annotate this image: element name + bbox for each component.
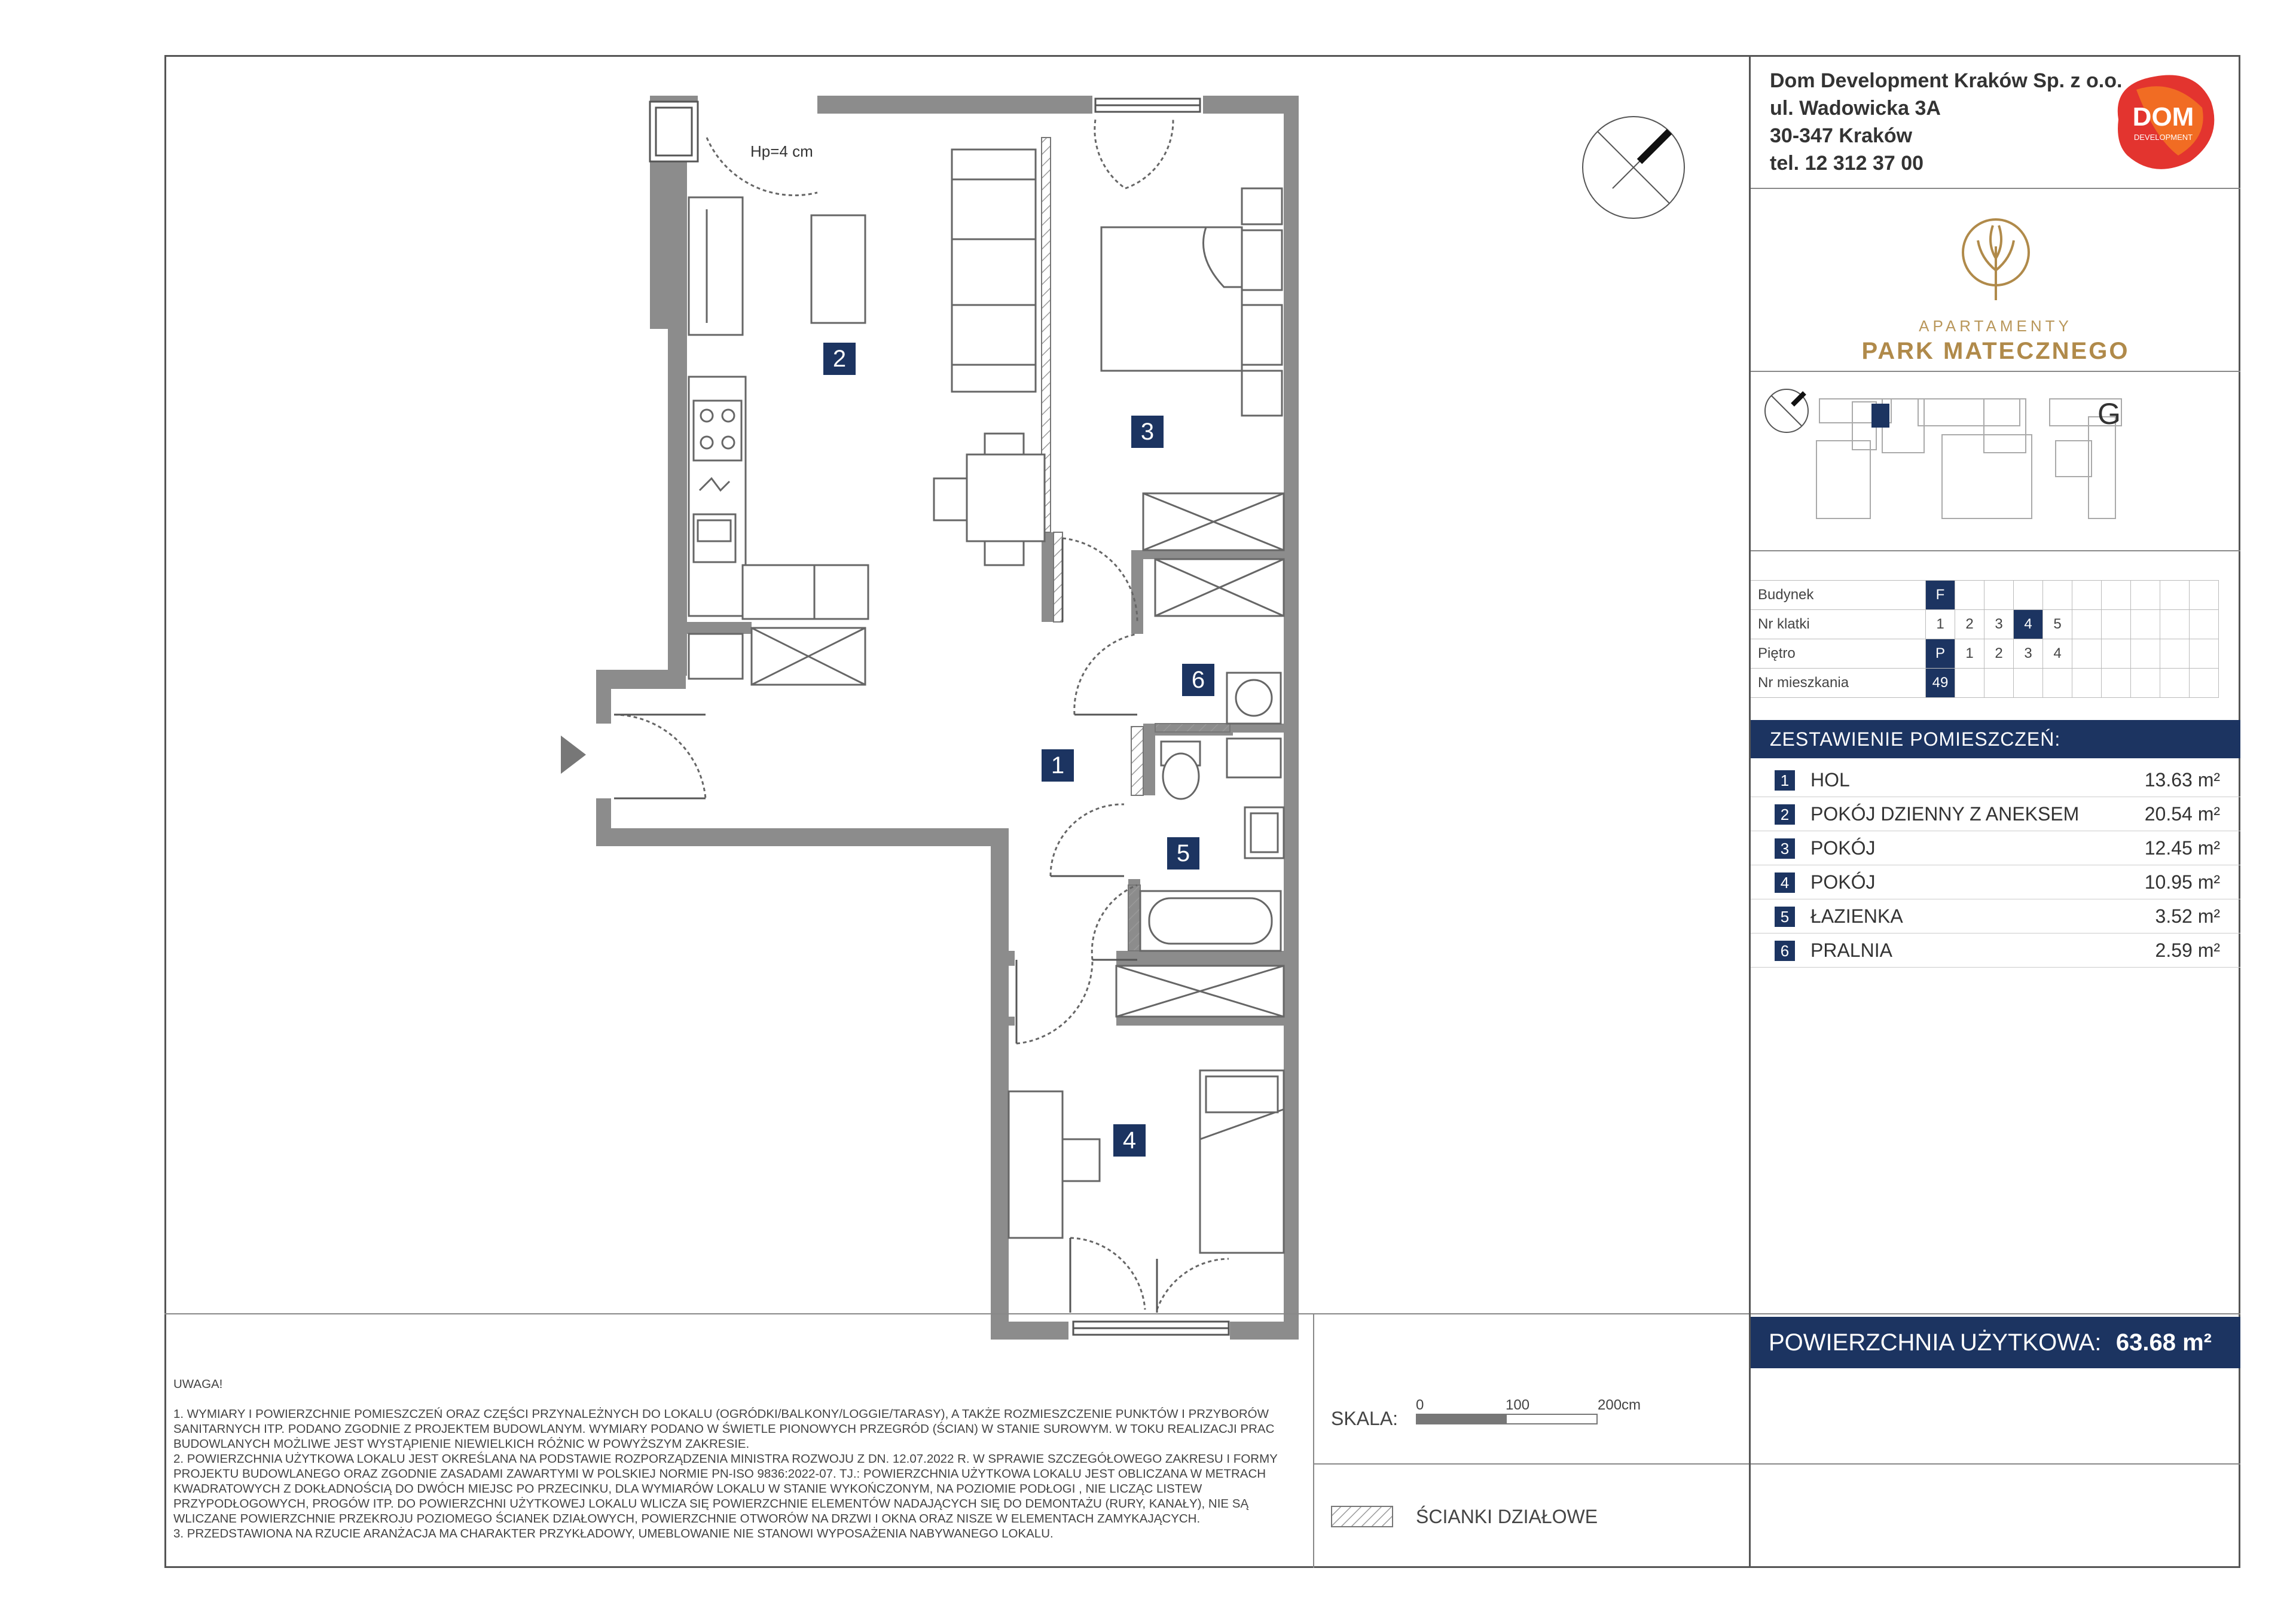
cell: 49 — [1926, 669, 1955, 698]
plan-room-5: 5 — [1167, 837, 1199, 870]
row-label: Nr klatki — [1751, 610, 1926, 639]
notes-title: UWAGA! — [173, 1377, 223, 1391]
compass-icon — [1583, 117, 1684, 218]
total-area — [1751, 1317, 2240, 1368]
row-label: Budynek — [1751, 581, 1926, 610]
cell: 4 — [2014, 610, 2043, 639]
hp-label: Hp=4 cm — [750, 142, 813, 160]
cell: 5 — [2043, 610, 2072, 639]
scale-label: SKALA: — [1331, 1408, 1399, 1429]
room-row: 1 HOL 13.63 m² — [1751, 763, 2240, 797]
scale-tick: 100 — [1506, 1397, 1530, 1413]
company-address — [1770, 67, 2122, 177]
plan-room-4: 4 — [1113, 1124, 1146, 1157]
info-panel — [1749, 55, 2240, 1568]
room-row: 3 POKÓJ 12.45 m² — [1751, 831, 2240, 865]
scale-bar — [1416, 1414, 1598, 1424]
note-item: 1. WYMIARY I POWIERZCHNIE POMIESZCZEŃ ORAZ CZĘŚCI PRZYNALEŻNYCH DO LOKALU (OGRÓDKI/BALKONY/LOGGIE/TARASY), A TAKŻE ROZMIESZCZENIE PUNKTÓW I PRZYBORÓW SANITARNYCH ITP. PODANO ZGODNIE Z PROJEKTEM BUDOWLANYM. WYMIARY PODANO W ŚWIETLE PIONOWYCH PRZEGRÓD (ŚCIAN) W STANIE SUROWYM. W TOKU REALIZACJI PRAC BUDOWLANYCH MOŻLIWE JEST WYSTĄPIENIE NIEWIELKICH RÓŻNIC W POWYŻSZYM ZAKRESIE. — [173, 1407, 1275, 1451]
project-line2: PARK MATECZNEGO — [1861, 338, 2130, 364]
cell: F — [1926, 581, 1955, 610]
total-label: POWIERZCHNIA UŻYTKOWA: — [1769, 1329, 2102, 1356]
room-row: 2 POKÓJ DZIENNY Z ANEKSEM 20.54 m² — [1751, 797, 2240, 831]
tree-emblem-icon — [1960, 210, 2032, 306]
svg-text:DEVELOPMENT: DEVELOPMENT — [2133, 133, 2193, 142]
cell: 4 — [2043, 639, 2072, 669]
plan-room-6: 6 — [1182, 664, 1214, 696]
legend-label: ŚCIANKI DZIAŁOWE — [1416, 1506, 1598, 1527]
cell: 3 — [1984, 610, 2014, 639]
company-street: ul. Wadowicka 3A — [1770, 97, 1941, 120]
room-row: 4 POKÓJ 10.95 m² — [1751, 865, 2240, 899]
kitchen-furniture — [689, 197, 868, 685]
cell: 1 — [1926, 610, 1955, 639]
svg-text:G: G — [2097, 397, 2121, 431]
plan-room-2: 2 — [823, 343, 856, 375]
partition-hatch-swatch — [1331, 1506, 1393, 1527]
key-plan — [1763, 381, 2229, 524]
company-city: 30-347 Kraków — [1770, 124, 1913, 147]
rooms-header: ZESTAWIENIE POMIESZCZEŃ: — [1751, 720, 2240, 758]
dom-development-logo — [2100, 66, 2226, 173]
scale-tick: 200cm — [1598, 1397, 1641, 1413]
company-phone: tel. 12 312 37 00 — [1770, 152, 1924, 175]
cell: 2 — [1984, 639, 2014, 669]
row-label: Nr mieszkania — [1751, 669, 1926, 698]
room-row: 5 ŁAZIENKA 3.52 m² — [1751, 899, 2240, 933]
cell: 1 — [1955, 639, 1984, 669]
project-line1: APARTAMENTY — [1919, 317, 2072, 335]
project-brand — [1751, 210, 2240, 365]
scale-tick: 0 — [1416, 1397, 1424, 1413]
room-row: 6 PRALNIA 2.59 m² — [1751, 933, 2240, 968]
row-label: Piętro — [1751, 639, 1926, 669]
note-item: 2. POWIERZCHNIA UŻYTKOWA LOKALU JEST OKREŚLANA NA PODSTAWIE ROZPORZĄDZENIA MINISTRA ROZWOJU Z DN. 12.07.2022 R. W SPRAWIE SZCZEGÓŁOWEGO ZAKRESU I FORMY PROJEKTU BUDOWLANEGO ORAZ ZGODNIE ZASADAMI ZAWARTYMI W POLSKIEJ NORMIE PN-ISO 9836:2022-07. TJ.: POWIERZCHNIA UŻYTKOWA LOKALU JEST OBLICZANA W METRACH KWADRATOWYCH Z DOKŁADNOŚCIĄ DO DWÓCH MIEJSC PO PRZECINKU, DLA WYMIARÓW LOKALU W STANIE WYKOŃCZONYM, NA POZIOMIE PODŁOGI , NIE LICZĄC LISTEW PRZYPODŁOGOWYCH, PROGÓW ITP. DO POWIERZCHNI UŻYTKOWEJ LOKALU WLICZA SIĘ POWIERZCHNIE ELEMENTÓW NADAJĄCYCH SIĘ DO DEMONTAŻU (RURY, KANAŁY), NIE SĄ WLICZANE POWIERZCHNIE PRZEKROJU POZIOMEGO ŚCIANEK DZIAŁOWYCH, POWIERZCHNIE OTWORÓW NA DRZWI I OKNA ORAZ NISZE W ELEMENTACH ZAMYKAJĄCYCH. — [173, 1452, 1278, 1526]
cell: P — [1926, 639, 1955, 669]
plan-room-3: 3 — [1131, 416, 1164, 448]
note-item: 3. PRZEDSTAWIONA NA RZUCIE ARANŻACJA MA CHARAKTER PRZYKŁADOWY, UMEBLOWANIE NIE STANOWI WYPOSAŻENIA NABYWANEGO LOKALU. — [173, 1527, 1054, 1540]
company-name: Dom Development Kraków Sp. z o.o. — [1770, 69, 2123, 92]
svg-text:DOM: DOM — [2132, 102, 2194, 132]
unit-info-table — [1751, 580, 2219, 698]
plan-room-1: 1 — [1042, 749, 1074, 782]
living-furniture — [934, 150, 1045, 565]
cell: 3 — [2014, 639, 2043, 669]
bedroom4-furniture — [1009, 1070, 1284, 1253]
total-value: 63.68 m² — [2115, 1329, 2212, 1356]
cell: 2 — [1955, 610, 1984, 639]
notes — [173, 1377, 1286, 1541]
